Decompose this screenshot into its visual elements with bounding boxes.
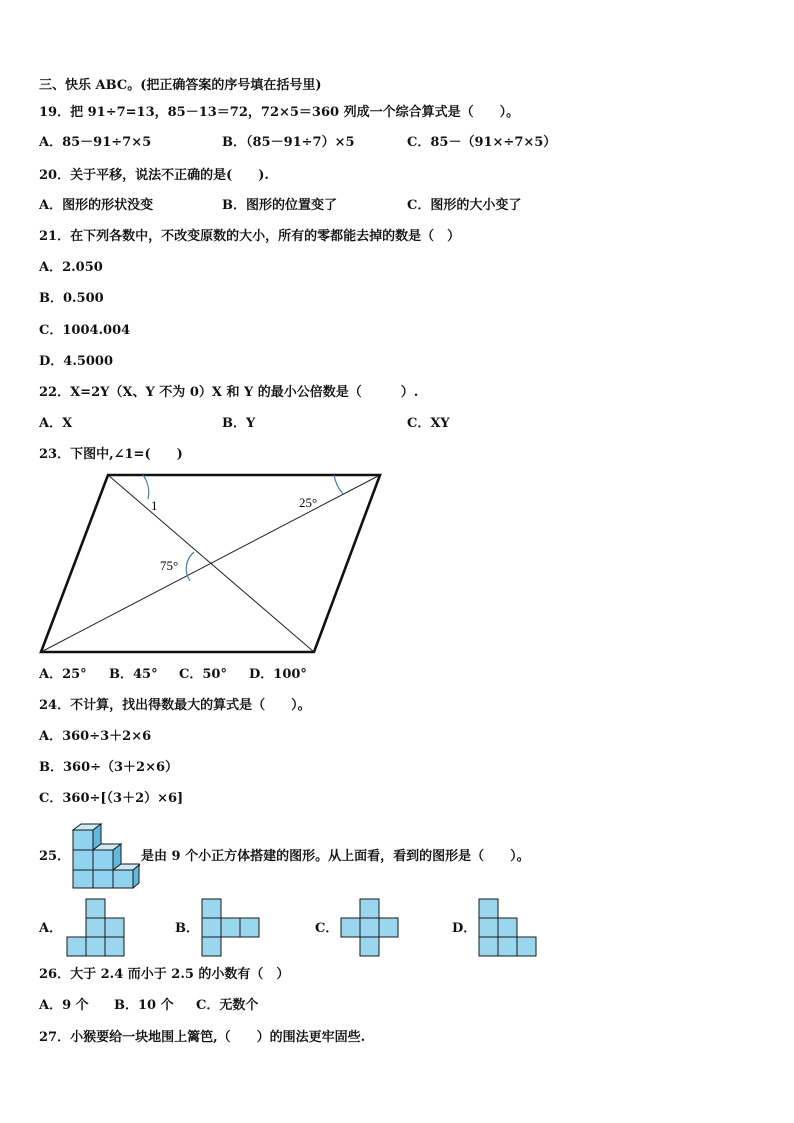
q19-option-b: B．（85－91÷7）×5 <box>222 135 355 150</box>
question-19: 19．把 91÷7=13，85－13＝72，72×5＝360 列成一个综合算式是（ ）。 <box>39 105 520 120</box>
q21-option-d: D．4.5000 <box>39 354 114 369</box>
q26-option-b: B．10 个 <box>114 998 174 1013</box>
q25-option-b-shape <box>201 898 261 958</box>
q22-option-c: C．XY <box>407 416 450 431</box>
q22-option-a: A．X <box>39 416 73 431</box>
q25-option-c-shape <box>340 898 400 958</box>
question-21: 21．在下列各数中，不改变原数的大小，所有的零都能去掉的数是（ ） <box>39 229 461 244</box>
angle-75-label: 75° <box>160 558 179 573</box>
q26-option-c: C．无数个 <box>196 998 259 1013</box>
diagonal-2 <box>41 475 380 652</box>
q19-option-c: C．85－（91×÷7×5） <box>407 135 557 150</box>
angle-1-arc <box>143 475 149 499</box>
q20-option-c: C．图形的大小变了 <box>407 198 522 213</box>
q25-option-d-label: D． <box>452 921 477 936</box>
question-27: 27．小猴要给一块地围上篱笆,（ ）的围法更牢固些. <box>39 1030 366 1045</box>
question-22: 22．X=2Y（X、Y 不为 0）X 和 Y 的最小公倍数是（ ）. <box>39 385 419 400</box>
q19-option-a: A．85－91÷7×5 <box>39 135 152 150</box>
q26-option-a: A．9 个 <box>39 998 89 1013</box>
angle-25-arc <box>334 475 343 494</box>
q23-option-c: C．50° <box>179 667 227 682</box>
cube-stack-figure <box>68 822 140 890</box>
angle-1-label: 1 <box>151 498 158 513</box>
angle-25-label: 25° <box>299 495 318 510</box>
q25-option-b-label: B． <box>175 921 199 936</box>
q20-option-b: B．图形的位置变了 <box>222 198 337 213</box>
q20-option-a: A．图形的形状没变 <box>39 198 154 213</box>
angle-75-arc <box>186 552 194 581</box>
q24-option-a: A．360÷3＋2×6 <box>39 729 152 744</box>
question-23: 23．下图中,∠1=( ) <box>39 447 183 462</box>
q24-option-b: B．360÷（3＋2×6） <box>39 760 179 775</box>
q23-option-b: B．45° <box>109 667 158 682</box>
q22-option-b: B．Y <box>222 416 256 431</box>
q21-option-b: B．0.500 <box>39 291 104 306</box>
q23-option-d: D．100° <box>249 667 307 682</box>
question-26: 26．大于 2.4 而小于 2.5 的小数有（ ） <box>39 967 290 982</box>
section-title: 三、快乐 ABC。(把正确答案的序号填在括号里) <box>39 78 322 93</box>
question-24: 24．不计算，找出得数最大的算式是（ ）。 <box>39 698 311 713</box>
q24-option-c: C．360÷[（3＋2）×6] <box>39 791 184 806</box>
q23-option-a: A．25° <box>39 667 87 682</box>
q21-option-c: C．1004.004 <box>39 323 131 338</box>
question-20: 20．关于平移，说法不正确的是( ). <box>39 168 269 183</box>
q25-option-d-shape <box>478 898 538 958</box>
parallelogram-figure <box>35 470 395 660</box>
q25-option-a-shape <box>66 898 126 958</box>
question-25-text: 是由 9 个小正方体搭建的图形。从上面看，看到的图形是（ ）。 <box>141 849 530 864</box>
question-25-number: 25． <box>39 849 71 864</box>
q21-option-a: A．2.050 <box>39 260 103 275</box>
q25-option-a-label: A． <box>39 921 63 936</box>
q25-option-c-label: C． <box>315 921 339 936</box>
